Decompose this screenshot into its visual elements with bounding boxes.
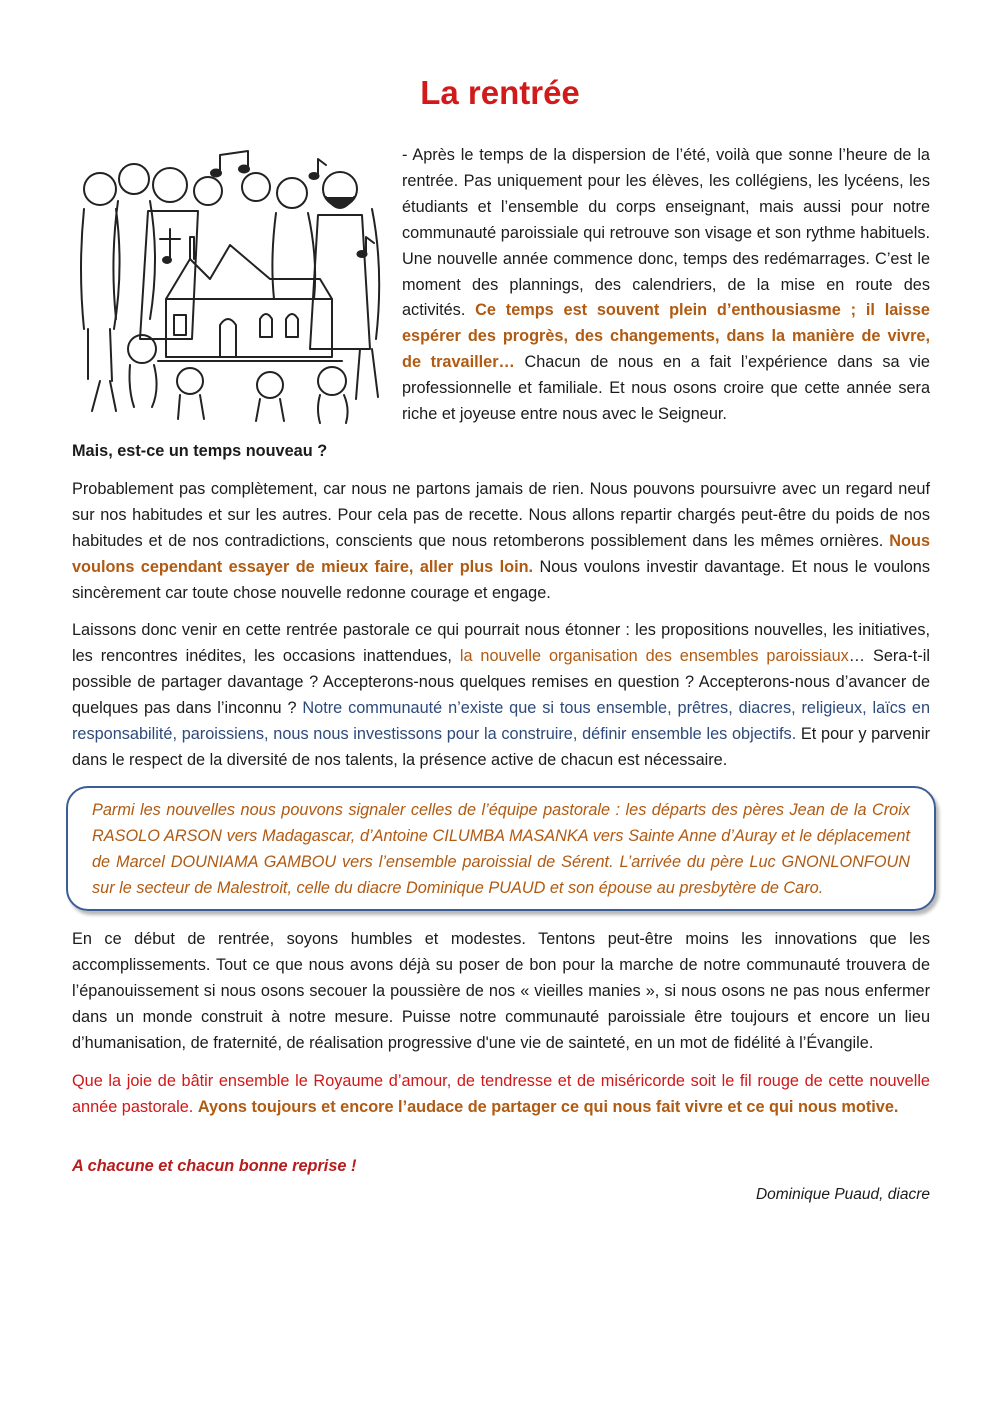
paragraph-2-highlight: Nous voulons cependant essayer de mieux faire, aller plus loin.	[72, 531, 930, 576]
paragraph-2-tail: Nous voulons investir davantage. Et nous le voulons sincèrement car toute chose nouvelle redonne courage et engage.	[72, 557, 930, 602]
paragraph-3-orange: la nouvelle organisation des ensembles paroissiaux	[459, 647, 849, 666]
page-title: La rentrée	[420, 74, 580, 111]
closing-paragraph	[72, 1069, 930, 1121]
greeting: A chacune et chacun bonne reprise !	[72, 1156, 357, 1175]
paragraph-3-tail: Et pour y parvenir dans le respect de la diversité de nos talents, la présence active de chacun est nécessaire.	[72, 725, 930, 769]
signature: Dominique Puaud, diacre	[755, 1185, 930, 1203]
music-note-icon	[211, 151, 249, 177]
intro-text: - Après le temps de la dispersion de l’été, voilà que sonne l’heure de la rentrée. Pas uniquement pour les élèves, les collégiens, les lycéens, les étudiants et l’ensemble du corps enseignant, mais aussi pour notre communauté paroissiale qui retrouve son visage et son rythme habituels. Une nouvelle année commence donc, temps des redémarrages. C’est le moment des plannings, des calendriers, de la mise en route des activités.	[402, 146, 930, 320]
intro-tail: Chacun de nous en a fait l’expérience dans sa vie professionnelle et familiale. Et nous osons croire que cette année sera riche et joyeuse entre nous avec le Seigneur.	[402, 353, 930, 424]
announcement-text: Parmi les nouvelles nous pouvons signaler celles de l’équipe pastorale : les départs des pères Jean de la Croix RASOLO ARSON vers Madagascar, d’Antoine CILUMBA MASANKA vers Sainte Anne d’Auray et le déplacement de Marcel DOUNIAMA GAMBOU vers l’ensemble paroissial de Sérent. L’arrivée du père Luc GNONLONFOUN sur le secteur de Malestroit, celle du diacre Dominique PUAUD et son épouse au presbytère de Caro.	[92, 800, 910, 897]
closing-highlight: Ayons toujours et encore l’audace de partager ce qui nous fait vivre et ce qui nous motive.	[197, 1097, 899, 1116]
paragraph-4: En ce début de rentrée, soyons humbles et modestes. Tentons peut-être moins les innovations que les accomplissements. Tout ce que nous avons déjà su poser de bon pour la marche de notre communauté trouvera de l’épanouissement si nous osons secouer la poussière de nos « vieilles manies », si nous osons ne pas nous enfermer dans un monde construit à notre mesure. Puisse notre communauté paroissiale être toujours et encore un lieu d’humanisation, de fraternité, de réalisation progressive d'une vie de sainteté, en un mot de fidélité à l’Évangile.	[72, 930, 930, 1053]
article-body	[72, 143, 930, 1208]
paragraph-2	[72, 477, 930, 607]
paragraph-3	[72, 618, 930, 773]
paragraph-2-text: Probablement pas complètement, car nous ne partons jamais de rien. Nous pouvons poursuivre avec un regard neuf sur nos habitudes et sur les autres. Pour cela pas de recette. Nous allons repartir chargés peut-être du poids de nos habitudes et de nos contradictions, conscients que nous retomberons possiblement dans les mêmes ornières.	[72, 479, 930, 550]
paragraph-3-mid: … Sera-t-il possible de partager davantage ? Accepterons-nous quelques remises en question ? Accepterons-nous d’avancer de quelques pas dans l’inconnu ?	[72, 647, 930, 718]
paragraph-3-blue: Notre communauté n’existe que si tous ensemble, prêtres, diacres, religieux, laïcs en responsabilité, paroissiens, nous nous investissons pour la construire, définir ensemble les objectifs.	[72, 699, 930, 744]
section-question: Mais, est-ce un temps nouveau ?	[72, 441, 328, 460]
paragraph-3-text: Laissons donc venir en cette rentrée pastorale ce qui pourrait nous étonner : les propositions nouvelles, les initiatives, les rencontres inédites, les occasions inattendues,	[72, 621, 930, 666]
announcement-box	[66, 786, 936, 912]
intro-highlight: Ce temps est souvent plein d’enthousiasme ; il laisse espérer des progrès, des changements, dans la manière de vivre, de travailler…	[402, 301, 930, 372]
parish-procession-illustration	[70, 149, 388, 424]
closing-red: Que la joie de bâtir ensemble le Royaume d’amour, de tendresse et de miséricorde soit le fil rouge de cette nouvelle année pastorale.	[72, 1072, 930, 1116]
